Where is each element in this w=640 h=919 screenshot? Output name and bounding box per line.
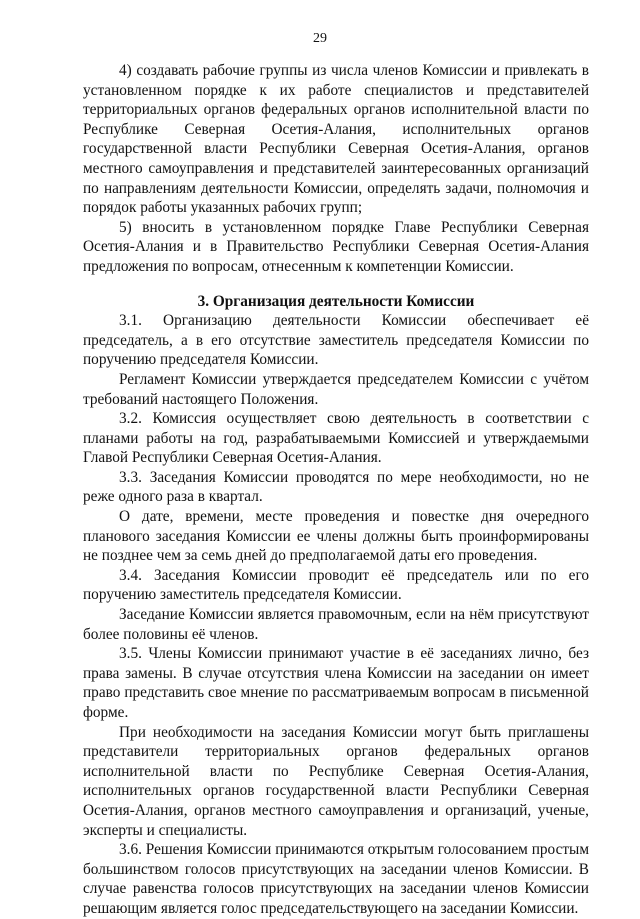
paragraph-notification: О дате, времени, месте проведения и повестке дня очередного планового заседания Комиссии ее члены должны быть проинформированы не позднее чем за семь дней до предполагаемой даты его проведения.: [83, 508, 589, 565]
paragraph-item-5: 5) вносить в установленном порядке Главе Республики Северная Осетия-Алания и в Правительство Республики Северная Осетия-Алания предложения по вопросам, отнесенным к компетенции Комиссии.: [83, 218, 589, 275]
paragraph-reglament: Регламент Комиссии утверждается председателем Комиссии с учётом требований настоящего Положения.: [83, 370, 589, 408]
paragraph-quorum: Заседание Комиссии является правомочным, если на нём присутствуют более половины её членов.: [83, 606, 589, 643]
document-body: [83, 61, 589, 919]
paragraph-3-5: 3.5. Члены Комиссии принимают участие в её заседаниях лично, без права замены. В случае отсутствия члена Комиссии на заседании он имеет право представить свое мнение по рассматриваемым вопросам в письменной форме.: [83, 645, 589, 721]
paragraph-3-2: 3.2. Комиссия осуществляет свою деятельность в соответствии с планами работы на год, разрабатываемыми Комиссией и утверждаемыми Главой Республики Северная Осетия-Алания.: [83, 410, 589, 467]
paragraph-item-4: 4) создавать рабочие группы из числа членов Комиссии и привлекать в установленном порядке к их работе специалистов и представителей территориальных органов федеральных органов исполнительной власти по Республике Северная Осетия-Алания, исполнительных органов государственной власти Республики Северная Осетия-Алания, органов местного самоуправления и представителей заинтересованных организаций по направлениям деятельности Комиссии, определять задачи, полномочия и порядок работы указанных рабочих групп;: [83, 62, 589, 217]
section-heading: 3. Организация деятельности Комиссии: [197, 292, 475, 310]
paragraph-invitees: При необходимости на заседания Комиссии могут быть приглашены представители территориальных органов федеральных органов исполнительной власти по Республике Северная Осетия-Алания, исполнительных органов государственной власти Республики Северная Осетия-Алания, органов местного самоуправления и организаций, ученые, эксперты и специалисты.: [83, 723, 589, 839]
page-number: 29: [313, 31, 327, 46]
paragraph-3-4: 3.4. Заседания Комиссии проводит её председатель или по его поручению заместитель председателя Комиссии.: [83, 566, 589, 604]
paragraph-3-6: 3.6. Решения Комиссии принимаются открытым голосованием простым большинством голосов присутствующих на заседании членов Комиссии. В случае равенства голосов присутствующих на заседании членов Комиссии решающим является голос председательствующего на заседании Комиссии.: [83, 841, 589, 917]
paragraph-3-1: 3.1. Организацию деятельности Комиссии обеспечивает её председатель, а в его отсутствие заместитель председателя Комиссии по поручению председателя Комиссии.: [83, 312, 589, 369]
paragraph-3-3: 3.3. Заседания Комиссии проводятся по мере необходимости, но не реже одного раза в квартал.: [83, 468, 589, 506]
